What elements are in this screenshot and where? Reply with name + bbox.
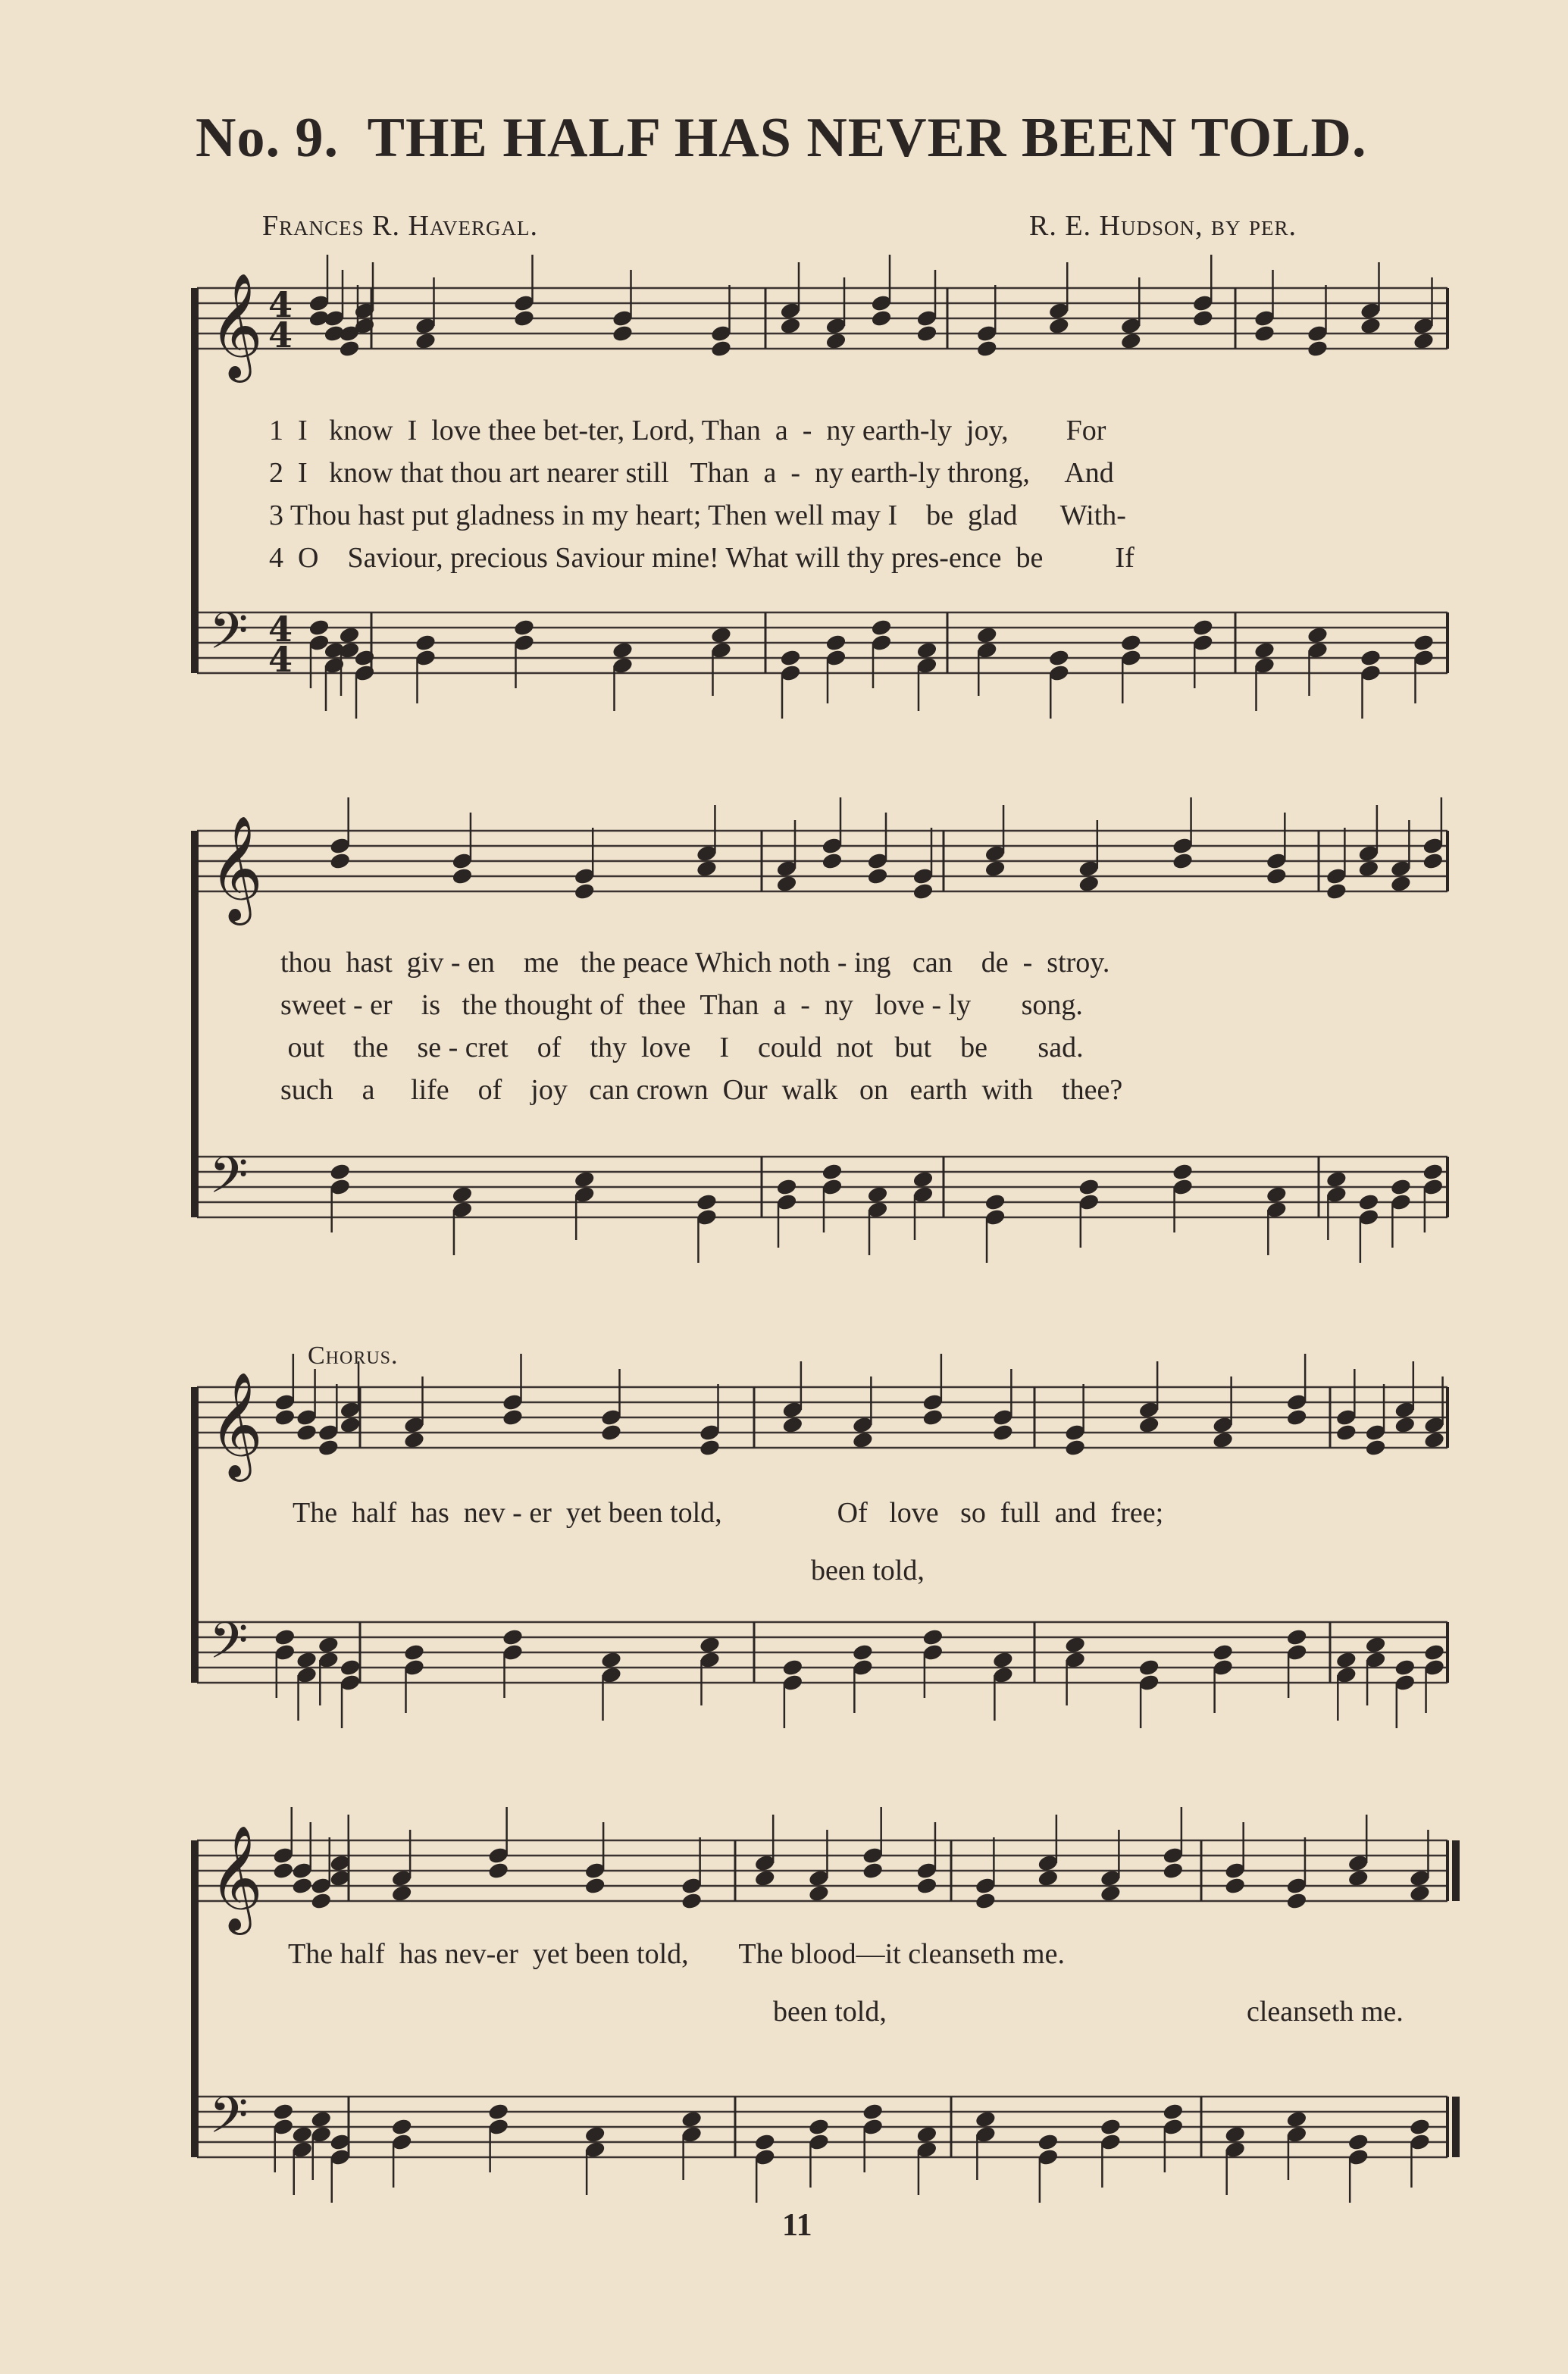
bass-note-head xyxy=(403,1643,425,1661)
chorus-alto-lyrics: been told, xyxy=(811,1555,925,1586)
time-signature-bass: 4 xyxy=(268,609,293,650)
treble-note-head xyxy=(487,1861,509,1880)
treble-note-head xyxy=(1325,882,1347,900)
treble-note-head xyxy=(1364,1438,1386,1457)
treble-note-head xyxy=(915,324,937,343)
bass-note-head xyxy=(415,633,437,652)
chorus-lyrics: The half has nev - er yet been told, Of love so full and free; xyxy=(293,1497,1164,1529)
bass-note-head xyxy=(1285,1627,1307,1646)
bass-note-head xyxy=(272,2102,294,2121)
treble-note-head xyxy=(922,1408,944,1427)
bass-note-head xyxy=(1172,1162,1194,1181)
music-system-4 xyxy=(189,1796,1455,2191)
treble-note-head xyxy=(612,324,634,343)
system-brace xyxy=(191,1840,199,2157)
bass-note-head xyxy=(781,1658,803,1677)
bass-note-head xyxy=(1409,2117,1431,2136)
treble-note-head xyxy=(976,339,998,358)
treble-note-head xyxy=(502,1408,524,1427)
system-brace xyxy=(191,831,199,1217)
bass-note-head xyxy=(808,2117,830,2136)
bass-note-head xyxy=(274,1627,296,1646)
verse-3-line: 3 Thou hast put gladness in my heart; Then well may I be glad With- xyxy=(269,500,1126,531)
verse-1-line: thou hast giv - en me the peace Which noth - ing can de - stroy. xyxy=(280,947,1110,979)
bass-note-head xyxy=(779,648,801,667)
treble-note-head xyxy=(310,1891,332,1910)
chorus-label: Chorus. xyxy=(308,1342,399,1370)
bass-note-head xyxy=(1078,1177,1100,1196)
hymn-name: THE HALF HAS NEVER BEEN TOLD. xyxy=(367,107,1367,169)
treble-note-head xyxy=(975,1891,997,1910)
bass-note-head xyxy=(487,2102,509,2121)
final-bar xyxy=(1452,2097,1460,2157)
bass-note-head xyxy=(513,618,535,637)
treble-note-head xyxy=(338,339,360,358)
time-signature-bass: 4 xyxy=(268,639,293,680)
hymn-number: No. 9. xyxy=(196,107,339,169)
bass-note-head xyxy=(984,1192,1006,1211)
treble-note-head xyxy=(329,851,351,870)
treble-clef: 𝄞 xyxy=(209,1825,263,1931)
bass-note-head xyxy=(775,1177,797,1196)
verse-4-line: 4 O Saviour, precious Saviour mine! What will thy pres-ence be If xyxy=(269,542,1135,574)
treble-note-head xyxy=(1285,1891,1307,1910)
time-signature-treble: 4 xyxy=(268,284,293,325)
treble-note-head xyxy=(296,1423,318,1442)
treble-note-head xyxy=(291,1876,313,1895)
lyricist: Frances R. Havergal. xyxy=(262,210,538,242)
treble-note-head xyxy=(912,882,934,900)
bass-clef: 𝄢 xyxy=(209,1611,249,1682)
treble-note-head xyxy=(274,1408,296,1427)
bass-note-head xyxy=(1390,1177,1412,1196)
treble-note-head xyxy=(821,851,843,870)
bass-note-head xyxy=(825,633,847,652)
treble-note-head xyxy=(710,339,732,358)
composer: R. E. Hudson, by per. xyxy=(1029,210,1297,242)
music-system-3 xyxy=(189,1342,1455,1705)
treble-note-head xyxy=(272,1861,294,1880)
treble-note-head xyxy=(1253,324,1275,343)
treble-note-head xyxy=(600,1423,622,1442)
final-lyrics: The half has nev-er yet been told, The blood—it cleanseth me. xyxy=(288,1938,1065,1970)
bass-clef: 𝄢 xyxy=(209,2086,249,2156)
treble-note-head xyxy=(870,308,892,327)
bass-note-head xyxy=(754,2132,776,2151)
bass-note-head xyxy=(329,1162,351,1181)
treble-note-head xyxy=(681,1891,703,1910)
bass-clef: 𝄢 xyxy=(209,602,249,672)
treble-clef: 𝄞 xyxy=(209,1372,263,1477)
bass-note-head xyxy=(821,1162,843,1181)
treble-note-head xyxy=(1335,1423,1357,1442)
treble-note-head xyxy=(513,308,535,327)
bass-note-head xyxy=(1100,2117,1122,2136)
time-signature-treble: 4 xyxy=(268,315,293,355)
score-staves-2 xyxy=(189,810,1455,1249)
treble-note-head xyxy=(1266,866,1288,885)
treble-note-head xyxy=(1192,308,1214,327)
treble-note-head xyxy=(584,1876,606,1895)
bass-note-head xyxy=(390,2117,412,2136)
final-bar xyxy=(1452,1840,1460,1901)
treble-note-head xyxy=(992,1423,1014,1442)
bass-note-head xyxy=(1360,648,1382,667)
bass-note-head xyxy=(502,1627,524,1646)
system-brace xyxy=(191,288,199,673)
verse-2-line: sweet - er is the thought of thee Than a - ny love - ly song. xyxy=(280,989,1083,1021)
final-alto-lyrics-2: cleanseth me. xyxy=(1247,1996,1404,2028)
bass-note-head xyxy=(1192,618,1214,637)
treble-note-head xyxy=(862,1861,884,1880)
bass-note-head xyxy=(922,1627,944,1646)
treble-note-head xyxy=(915,1876,937,1895)
music-system-2 xyxy=(189,810,1455,1249)
verse-2-line: 2 I know that thou art nearer still Than a - ny earth-ly throng, And xyxy=(269,457,1114,489)
treble-note-head xyxy=(1064,1438,1086,1457)
bass-note-head xyxy=(308,618,330,637)
treble-note-head xyxy=(318,1438,340,1457)
treble-note-head xyxy=(1172,851,1194,870)
treble-note-head xyxy=(1224,1876,1246,1895)
bass-note-head xyxy=(1423,1643,1445,1661)
bass-note-head xyxy=(1037,2132,1059,2151)
final-alto-lyrics: been told, xyxy=(773,1996,887,2028)
bass-note-head xyxy=(1120,633,1142,652)
bass-note-head xyxy=(1394,1658,1416,1677)
treble-note-head xyxy=(1162,1861,1184,1880)
treble-clef: 𝄞 xyxy=(209,816,263,921)
bass-note-head xyxy=(1422,1162,1444,1181)
bass-note-head xyxy=(1357,1192,1379,1211)
bass-note-head xyxy=(852,1643,874,1661)
bass-note-head xyxy=(1162,2102,1184,2121)
verse-4-line: such a life of joy can crown Our walk on earth with thee? xyxy=(280,1074,1123,1106)
treble-note-head xyxy=(1422,851,1444,870)
system-brace xyxy=(191,1387,199,1683)
treble-note-head xyxy=(866,866,888,885)
bass-note-head xyxy=(1048,648,1070,667)
treble-note-head xyxy=(451,866,473,885)
bass-note-head xyxy=(862,2102,884,2121)
bass-clef: 𝄢 xyxy=(209,1146,249,1217)
page-number: 11 xyxy=(782,2208,812,2243)
music-system-1 xyxy=(189,265,1455,705)
bass-note-head xyxy=(696,1192,718,1211)
treble-note-head xyxy=(1285,1408,1307,1427)
bass-note-head xyxy=(1413,633,1435,652)
hymn-title xyxy=(196,106,1378,171)
bass-note-head xyxy=(1347,2132,1369,2151)
treble-note-head xyxy=(574,882,596,900)
score-staves-4 xyxy=(189,1796,1455,2191)
bass-note-head xyxy=(339,1658,361,1677)
verse-1-line: 1 I know I love thee bet-ter, Lord, Than a - ny earth-ly joy, For xyxy=(269,415,1106,446)
treble-note-head xyxy=(1307,339,1329,358)
bass-note-head xyxy=(1212,1643,1234,1661)
verse-3-line: out the se - cret of thy love I could not but be sad. xyxy=(280,1032,1084,1063)
bass-note-head xyxy=(1138,1658,1160,1677)
treble-note-head xyxy=(699,1438,721,1457)
treble-clef: 𝄞 xyxy=(209,273,263,378)
bass-note-head xyxy=(870,618,892,637)
